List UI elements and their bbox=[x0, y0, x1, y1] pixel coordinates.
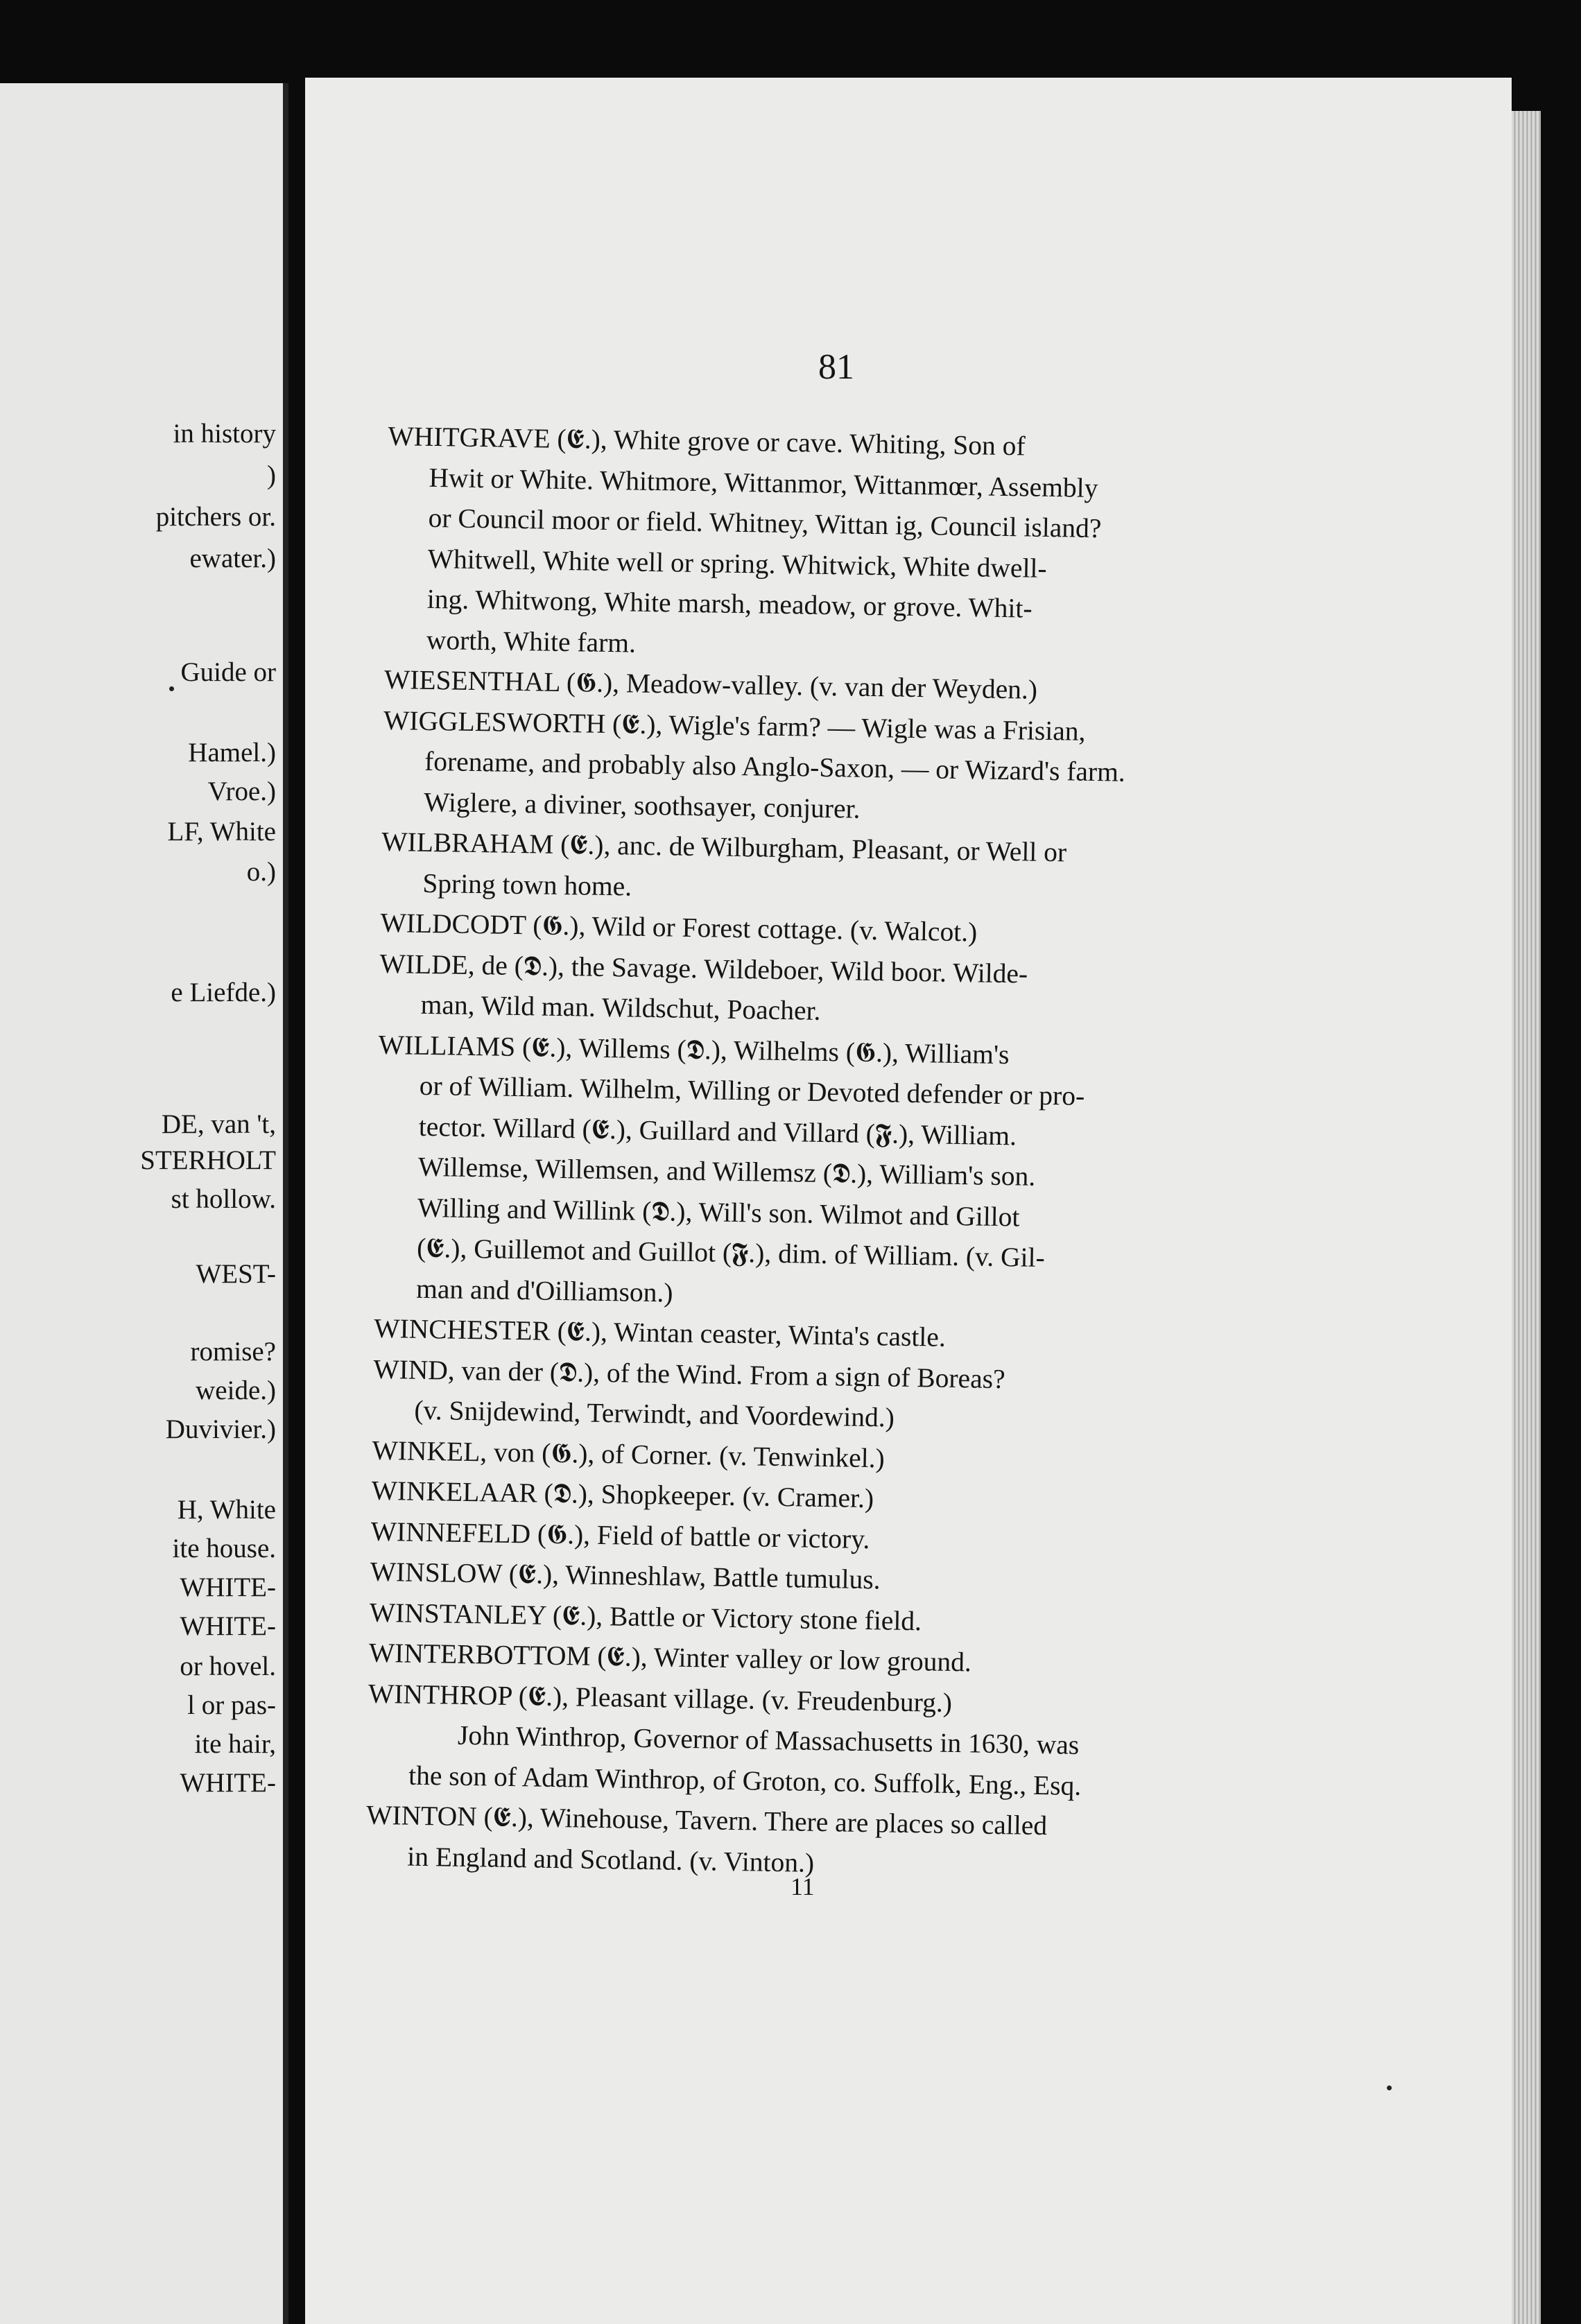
text-line: (𝕰.), Guillemot and Guillot (𝕱.), dim. of William. (v. Gil- bbox=[416, 1232, 1046, 1274]
text-line: WINKELAAR (𝕯.), Shopkeeper. (v. Cramer.) bbox=[371, 1475, 874, 1514]
text-line: ing. Whitwong, White marsh, meadow, or grove. Whit- bbox=[426, 583, 1033, 624]
left-page-line: in history bbox=[173, 419, 276, 449]
text-line: or of William. Wilhelm, Willing or Devoted defender or pro- bbox=[419, 1070, 1085, 1111]
text-line: WINSTANLEY (𝕰.), Battle or Victory stone field. bbox=[369, 1597, 922, 1636]
text-line: WIGGLESWORTH (𝕰.), Wigle's farm? — Wigle was a Frisian, bbox=[383, 704, 1086, 747]
text-line: man, Wild man. Wildschut, Poacher. bbox=[420, 989, 821, 1026]
text-line: Willing and Willink (𝕯.), Will's son. Wilmot and Gillot bbox=[417, 1192, 1020, 1232]
left-page-line: o.) bbox=[246, 857, 276, 887]
page-number: 81 bbox=[818, 347, 854, 387]
left-page-line: pitchers or. bbox=[155, 502, 276, 532]
left-page-line: WHITE- bbox=[180, 1611, 276, 1641]
text-line: WINTON (𝕰.), Winehouse, Tavern. There are places so called bbox=[365, 1799, 1048, 1841]
text-line: forename, and probably also Anglo-Saxon, — or Wizard's farm. bbox=[424, 745, 1126, 788]
left-page-line: ite hair, bbox=[194, 1729, 276, 1759]
text-line: WINTHROP (𝕰.), Pleasant village. (v. Freudenburg.) bbox=[368, 1678, 953, 1718]
left-page-line: Hamel.) bbox=[188, 738, 276, 768]
page-edges bbox=[1512, 111, 1541, 2324]
text-line: (v. Snijdewind, Terwindt, and Voordewind.) bbox=[414, 1394, 895, 1433]
text-line: WINTERBOTTOM (𝕰.), Winter valley or low ground. bbox=[368, 1637, 972, 1678]
scan-speck bbox=[1387, 2085, 1392, 2090]
text-line: John Winthrop, Governor of Massachusetts in 1630, was bbox=[457, 1719, 1080, 1760]
left-page-line: e Liefde.) bbox=[171, 978, 276, 1007]
text-line: Spring town home. bbox=[422, 867, 632, 902]
text-line: WINCHESTER (𝕰.), Wintan ceaster, Winta's castle. bbox=[373, 1312, 947, 1353]
text-line: tector. Willard (𝕰.), Guillard and Villard (𝕱.), William. bbox=[418, 1111, 1017, 1151]
text-line: man and d'Oilliamson.) bbox=[415, 1273, 673, 1308]
left-page-line: weide.) bbox=[196, 1376, 276, 1405]
left-page-line: ite house. bbox=[172, 1534, 276, 1563]
left-page-line: ) bbox=[267, 460, 276, 490]
left-page-line: Guide or bbox=[180, 657, 276, 687]
text-line: the son of Adam Winthrop, of Groton, co. Suffolk, Eng., Esq. bbox=[408, 1760, 1082, 1801]
left-page-line: LF, White bbox=[167, 817, 276, 847]
text-line: Hwit or White. Whitmore, Wittanmor, Wittanmœr, Assembly bbox=[429, 462, 1098, 503]
left-page-line: Vroe.) bbox=[207, 777, 276, 806]
left-page-line: l or pas- bbox=[187, 1690, 276, 1720]
left-page-fragment bbox=[0, 83, 288, 2324]
text-line: worth, White farm. bbox=[426, 624, 637, 659]
left-page-line: romise? bbox=[190, 1337, 276, 1367]
left-page-line: WHITE- bbox=[180, 1572, 276, 1602]
surname-entries bbox=[365, 416, 1269, 1890]
left-page-line: or hovel. bbox=[180, 1651, 276, 1681]
text-line: WILDCODT (𝕲.), Wild or Forest cottage. (v. Walcot.) bbox=[380, 907, 978, 948]
scan-border bbox=[1541, 0, 1581, 2324]
left-page-line: DE, van 't, bbox=[161, 1109, 276, 1139]
text-line: or Council moor or field. Whitney, Wittan ig, Council island? bbox=[428, 502, 1102, 544]
text-line: WINSLOW (𝕰.), Winneshlaw, Battle tumulus. bbox=[370, 1556, 881, 1595]
text-line: Whitwell, White well or spring. Whitwick, White dwell- bbox=[427, 543, 1047, 584]
left-page-line: ewater.) bbox=[189, 544, 276, 573]
text-line: WHITGRAVE (𝕰.), White grove or cave. Whiting, Son of bbox=[388, 420, 1026, 462]
left-page-line: st hollow. bbox=[171, 1184, 276, 1214]
left-page-line: WHITE- bbox=[180, 1768, 276, 1798]
text-line: Wiglere, a diviner, soothsayer, conjurer. bbox=[423, 786, 861, 824]
left-page-line: WEST- bbox=[196, 1259, 276, 1289]
text-line: WIND, van der (𝕯.), of the Wind. From a sign of Boreas? bbox=[373, 1353, 1005, 1394]
left-page-line: STERHOLT bbox=[140, 1145, 276, 1175]
text-line: WINNEFELD (𝕲.), Field of battle or victory. bbox=[370, 1516, 870, 1554]
signature-mark: 11 bbox=[790, 1873, 815, 1900]
left-page-line: H, White bbox=[177, 1495, 276, 1525]
text-line: WILBRAHAM (𝕰.), anc. de Wilburgham, Pleasant, or Well or bbox=[381, 826, 1067, 868]
text-line: WINKEL, von (𝕲.), of Corner. (v. Tenwinkel.) bbox=[372, 1434, 885, 1473]
left-page-line: Duvivier.) bbox=[165, 1414, 276, 1444]
text-line: WIESENTHAL (𝕲.), Meadow-valley. (v. van der Weyden.) bbox=[383, 664, 1038, 705]
text-line: WILDE, de (𝕯.), the Savage. Wildeboer, Wild boor. Wilde- bbox=[379, 948, 1028, 989]
text-line: WILLIAMS (𝕰.), Willems (𝕯.), Wilhelms (𝕲.), William's bbox=[378, 1029, 1010, 1070]
scan-speck bbox=[169, 686, 174, 691]
text-line: Willemse, Willemsen, and Willemsz (𝕯.), William's son. bbox=[417, 1151, 1036, 1192]
text-line: in England and Scotland. (v. Vinton.) bbox=[407, 1841, 815, 1878]
